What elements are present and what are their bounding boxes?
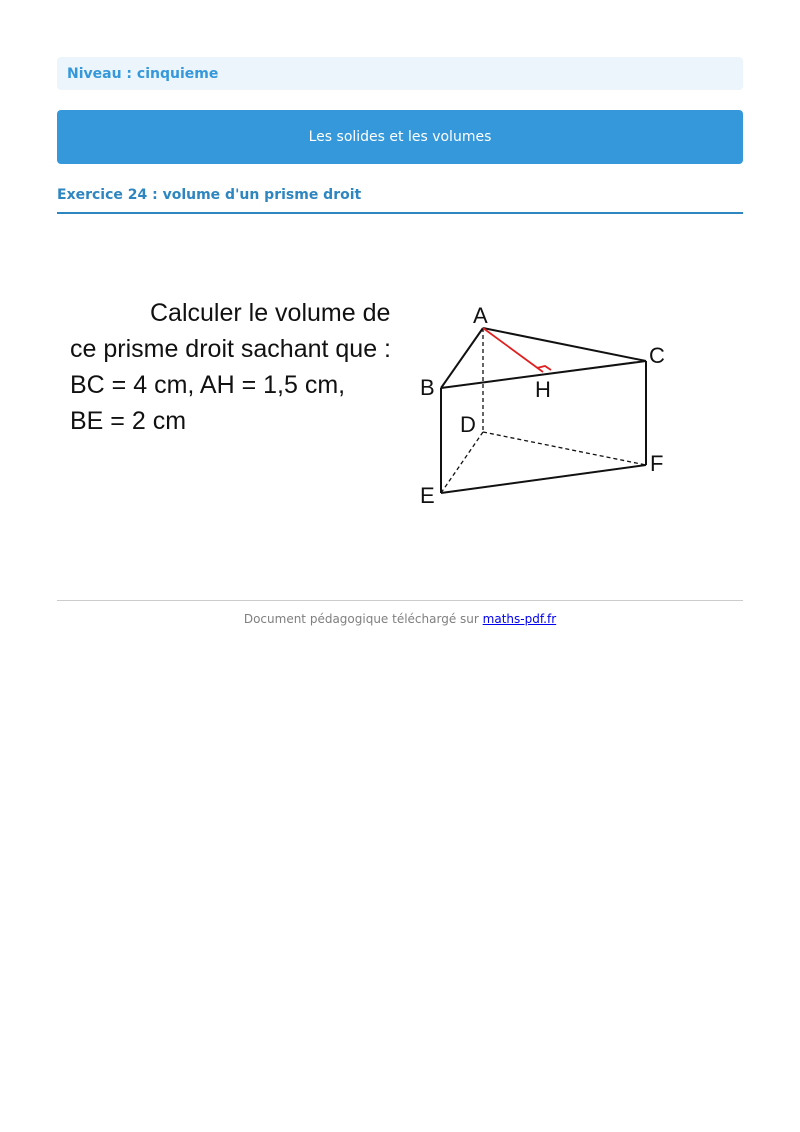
exercise-title [57,185,743,214]
vertex-label-a: A [473,303,488,328]
edge-ef [441,465,646,493]
footer [57,612,743,626]
topic-banner [57,110,743,164]
statement-line: ce prisme droit sachant que : [70,335,391,363]
level-banner [57,57,743,90]
vertex-label-f: F [650,451,664,476]
edge-ac [483,328,646,361]
vertex-label-b: B [420,375,435,400]
statement-line: BE = 2 cm [70,407,187,435]
footer-divider [57,600,743,601]
vertex-label-h: H [535,377,551,402]
vertex-label-c: C [649,343,665,368]
edge-de [441,432,483,493]
exercise-title-text: Exercice 24 : volume d'un prisme droit [57,187,362,203]
problem-statement [70,295,415,439]
level-label: Niveau : cinquieme [67,65,219,82]
topic-title: Les solides et les volumes [308,129,492,145]
exercise-figure [70,295,690,515]
vertex-label-d: D [460,412,476,437]
statement-line: BC = 4 cm, AH = 1,5 cm, [70,371,346,399]
vertex-label-e: E [420,483,435,508]
prism-diagram [410,295,690,515]
footer-text: Document pédagogique téléchargé sur [243,612,479,626]
edge-ab [441,328,483,388]
edge-df [483,432,646,465]
visible-edges [441,328,646,493]
statement-line: Calculer le volume de [150,299,391,327]
footer-link[interactable]: maths-pdf.fr [482,612,557,626]
